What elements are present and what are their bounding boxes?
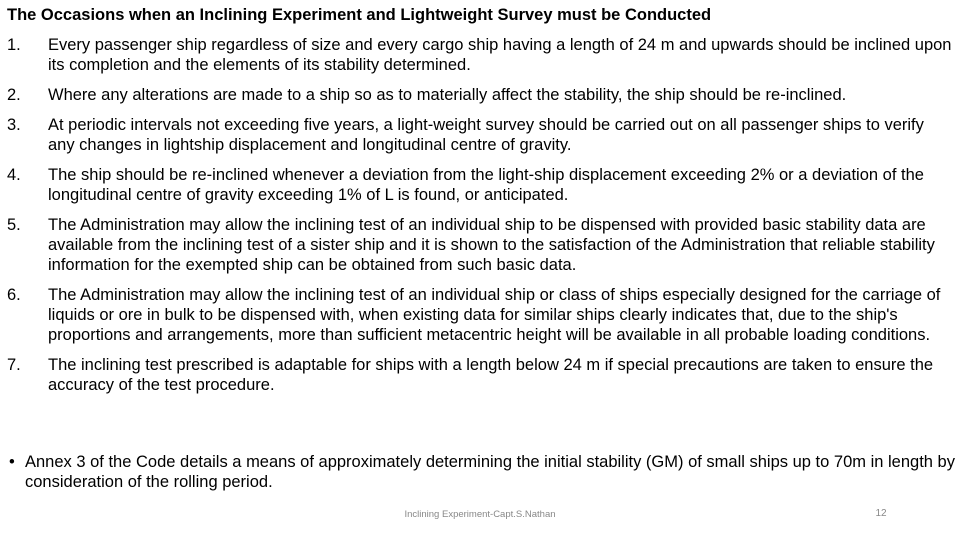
list-item-number: 1. [7, 36, 21, 54]
slide-title: The Occasions when an Inclining Experiment and Lightweight Survey must be Conducted [7, 6, 712, 24]
list-item [7, 85, 952, 105]
list-item-text: At periodic intervals not exceeding five years, a light-weight survey should be carried out on all passenger ships to verify any changes in lightship displacement and longitudinal centre of gravity. [48, 116, 924, 154]
list-item-number: 2. [7, 86, 21, 104]
list-item-number: 7. [7, 356, 21, 374]
list-item [7, 285, 952, 345]
list-item-text: The Administration may allow the inclining test of an individual ship or class of ships especially designed for the carriage of liquids or ore in bulk to be dispensed with, when existing data for similar ships clearly indicates that, due to the ship's proportions and arrangements, more than sufficient metacentric height will be available in all probable loading conditions. [48, 286, 941, 344]
bullet-icon: • [9, 453, 15, 471]
list-item-text: The inclining test prescribed is adaptable for ships with a length below 24 m if special precautions are taken to ensure the accuracy of the test procedure. [48, 356, 934, 394]
list-item [7, 35, 952, 75]
list-item [7, 355, 952, 395]
numbered-list [7, 35, 952, 395]
annex-note [9, 452, 960, 492]
list-item [7, 165, 952, 205]
list-item-number: 6. [7, 286, 21, 304]
list-item-number: 5. [7, 216, 21, 234]
list-item-text: The ship should be re-inclined whenever a deviation from the light-ship displacement exceeding 2% or a deviation of the longitudinal centre of gravity exceeding 1% of L is found, or anticipated. [48, 166, 924, 204]
list-item [7, 115, 952, 155]
list-item-text: Where any alterations are made to a ship so as to materially affect the stability, the ship should be re-inclined. [48, 86, 847, 104]
annex-note-text: Annex 3 of the Code details a means of approximately determining the initial stability (GM) of small ships up to 70m in length by consideration of the rolling period. [25, 453, 955, 491]
list-item [7, 215, 952, 275]
list-item-text: The Administration may allow the inclining test of an individual ship to be dispensed with provided basic stability data are available from the inclining test of a sister ship and it is shown to the satisfaction of the Administration that reliable stability information for the exempted ship can be obtained from such basic data. [48, 216, 935, 274]
list-item-number: 3. [7, 116, 21, 134]
list-item-number: 4. [7, 166, 21, 184]
page-number: 12 [875, 508, 887, 519]
footer-text: Inclining Experiment-Capt.S.Nathan [404, 509, 556, 520]
list-item-text: Every passenger ship regardless of size and every cargo ship having a length of 24 m and upwards should be inclined upon its completion and the elements of its stability determined. [48, 36, 952, 74]
